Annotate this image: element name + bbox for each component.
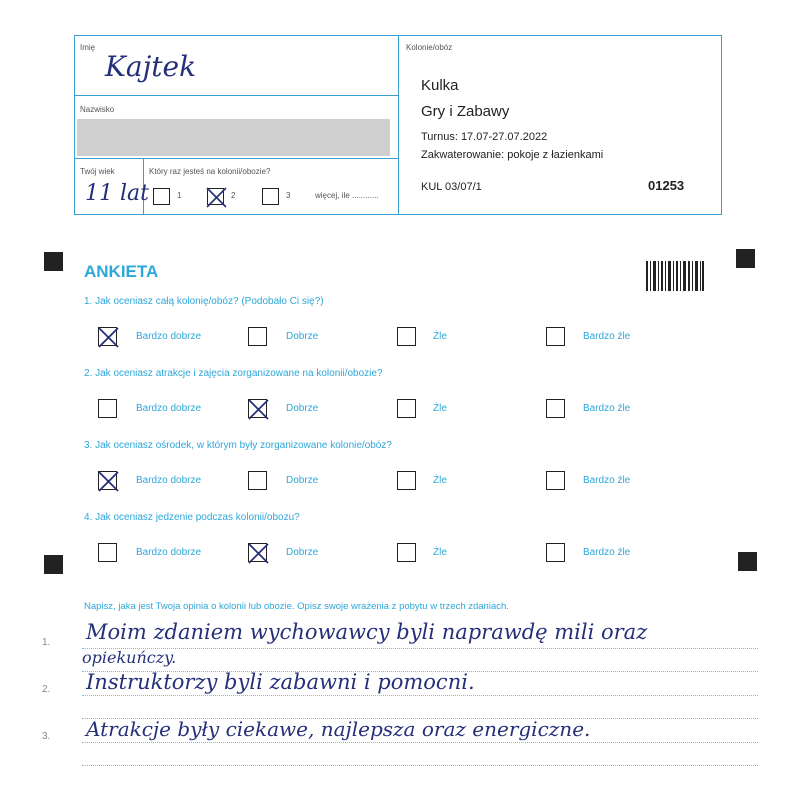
q3-option-label-4: Bardzo źle <box>583 475 631 486</box>
q3-checkbox-4[interactable] <box>546 471 565 490</box>
opinion-line-1: Moim zdaniem wychowawcy byli naprawdę mili oraz <box>86 620 648 644</box>
line-number-1: 1. <box>42 637 51 648</box>
q1-checkbox-1[interactable] <box>98 327 117 346</box>
q4-checkbox-2[interactable] <box>248 543 267 562</box>
camp-program: Gry i Zabawy <box>421 103 510 120</box>
header-divider-1 <box>75 95 398 96</box>
q1-option-label-2: Dobrze <box>286 331 319 342</box>
registration-marker-top-left <box>44 252 63 271</box>
age-label: Twój wiek <box>80 167 115 176</box>
header-form <box>74 35 722 215</box>
camp-label: Kolonie/obóz <box>406 43 453 52</box>
times-checkbox-2[interactable] <box>207 188 224 205</box>
q3-checkbox-3[interactable] <box>397 471 416 490</box>
question-2: 2. Jak oceniasz atrakcje i zajęcia zorganizowane na kolonii/obozie? <box>84 368 383 379</box>
camp-code: KUL 03/07/1 <box>421 181 482 193</box>
q4-option-label-3: Źle <box>433 547 447 558</box>
form-number: 01253 <box>648 178 685 193</box>
q1-option-label-1: Bardzo dobrze <box>136 331 202 342</box>
question-3: 3. Jak oceniasz ośrodek, w którym były zorganizowane kolonie/obóz? <box>84 440 392 451</box>
q4-option-label-1: Bardzo dobrze <box>136 547 202 558</box>
survey-title: ANKIETA <box>84 262 159 281</box>
times-option-1: 1 <box>177 191 182 200</box>
q4-option-label-2: Dobrze <box>286 547 319 558</box>
opinion-line-2: Instruktorzy byli zabawni i pomocni. <box>86 670 475 694</box>
times-checkbox-3[interactable] <box>262 188 279 205</box>
times-checkbox-1[interactable] <box>153 188 170 205</box>
writing-line-1 <box>82 648 758 649</box>
barcode-icon <box>646 261 704 291</box>
header-divider-vertical <box>398 36 399 214</box>
registration-marker-mid-left <box>44 555 63 574</box>
q4-checkbox-3[interactable] <box>397 543 416 562</box>
q1-option-label-3: Źle <box>433 331 447 342</box>
accommodation: Zakwaterowanie: pokoje z łazienkami <box>421 149 604 161</box>
times-option-2: 2 <box>231 191 236 200</box>
turnus: Turnus: 17.07-27.07.2022 <box>421 131 548 143</box>
q4-checkbox-1[interactable] <box>98 543 117 562</box>
q2-option-label-2: Dobrze <box>286 403 319 414</box>
q2-option-label-4: Bardzo źle <box>583 403 631 414</box>
line-number-3: 3. <box>42 731 51 742</box>
q1-checkbox-4[interactable] <box>546 327 565 346</box>
q3-option-label-3: Źle <box>433 475 447 486</box>
q2-checkbox-3[interactable] <box>397 399 416 418</box>
header-divider-2 <box>75 158 398 159</box>
times-more: więcej, ile ............ <box>315 191 379 200</box>
check-x-icon <box>96 469 121 494</box>
q4-checkbox-4[interactable] <box>546 543 565 562</box>
camp-name: Kulka <box>421 77 459 94</box>
surname-redaction <box>77 119 390 156</box>
q3-checkbox-1[interactable] <box>98 471 117 490</box>
times-option-3: 3 <box>286 191 291 200</box>
check-x-icon <box>96 325 121 350</box>
name-value: Kajtek <box>105 50 197 83</box>
q3-option-label-1: Bardzo dobrze <box>136 475 202 486</box>
check-x-icon <box>246 541 271 566</box>
q2-checkbox-2[interactable] <box>248 399 267 418</box>
opinion-line-1-continued: opiekuńczy. <box>82 648 177 667</box>
q2-option-label-1: Bardzo dobrze <box>136 403 202 414</box>
q2-option-label-3: Źle <box>433 403 447 414</box>
registration-marker-mid-right <box>738 552 757 571</box>
q1-checkbox-3[interactable] <box>397 327 416 346</box>
age-value: 11 lat <box>85 181 149 206</box>
q1-option-label-4: Bardzo źle <box>583 331 631 342</box>
q3-checkbox-2[interactable] <box>248 471 267 490</box>
opinion-line-3: Atrakcje były ciekawe, najlepsza oraz energiczne. <box>86 717 591 741</box>
question-4: 4. Jak oceniasz jedzenie podczas kolonii/obozu? <box>84 512 300 523</box>
check-x-icon <box>246 397 271 422</box>
line-number-2: 2. <box>42 684 51 695</box>
q3-option-label-2: Dobrze <box>286 475 319 486</box>
writing-line-3 <box>82 742 758 743</box>
name-label: Imię <box>80 43 96 52</box>
q1-checkbox-2[interactable] <box>248 327 267 346</box>
q2-checkbox-1[interactable] <box>98 399 117 418</box>
surname-label: Nazwisko <box>80 105 115 114</box>
check-x-icon <box>205 186 228 209</box>
writing-line-3b <box>82 765 758 766</box>
opinion-prompt: Napisz, jaka jest Twoja opinia o kolonii lub obozie. Opisz swoje wrażenia z pobytu w trzech zdaniach. <box>84 601 509 612</box>
q2-checkbox-4[interactable] <box>546 399 565 418</box>
writing-line-2 <box>82 695 758 696</box>
question-1: 1. Jak oceniasz całą kolonię/obóz? (Podobało Ci się?) <box>84 296 324 307</box>
registration-marker-top-right <box>736 249 755 268</box>
q4-option-label-4: Bardzo źle <box>583 547 631 558</box>
times-question: Który raz jesteś na kolonii/obozie? <box>149 167 271 176</box>
